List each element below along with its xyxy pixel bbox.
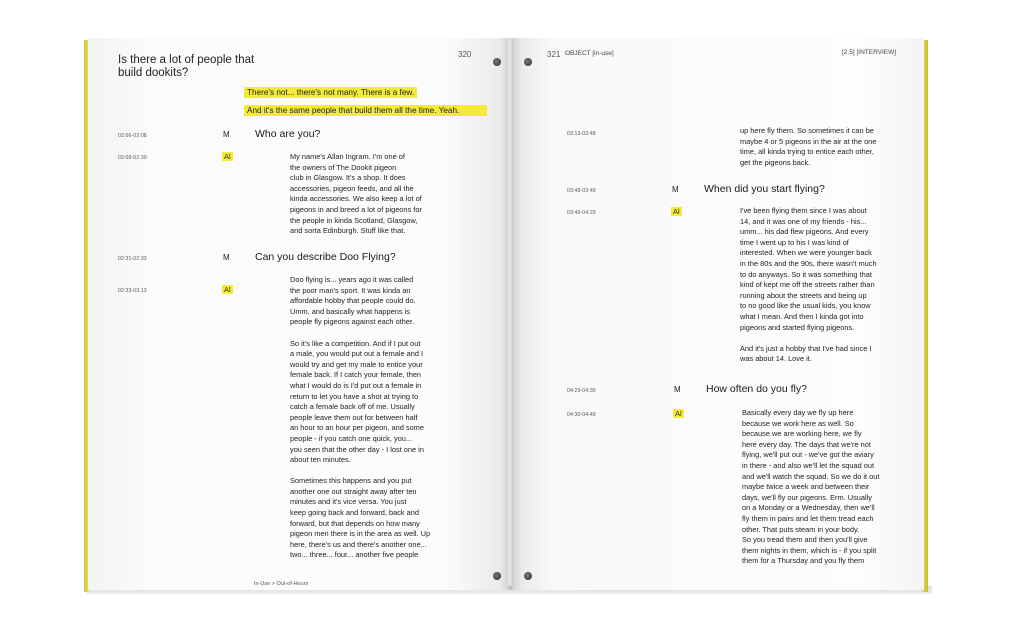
timestamp: 03:49-04:29 (567, 210, 596, 216)
page-footer: In-Use > Out-of-Hours (254, 581, 309, 587)
highlight-line-1: There's not... there's not many. There is a few. (244, 87, 417, 98)
binding-hole (524, 58, 532, 66)
top-question: Is there a lot of people that build dookits? (118, 54, 255, 79)
timestamp: 02:31-02:33 (118, 256, 147, 262)
speaker-label: M (223, 130, 230, 139)
speaker-label: M (223, 253, 230, 262)
interview-answer: My name's Allan Ingram. I'm one of the owners of The Dookit pigeon club in Glasgow. It's a shop. It does accessories, pigeon feeds, and all the kinda accessories. We also keep a lot of pigeons in and breed a lot of pigeons for the people in kinda Scotland, Glasgow, and sorta Edinburgh. Stuff like that. (290, 152, 422, 236)
speaker-label: Al (224, 285, 231, 294)
speaker-label: M (674, 385, 681, 394)
section-label: [2.5] [INTERVIEW] (842, 49, 897, 56)
speaker-label: M (672, 185, 679, 194)
binding-hole (524, 572, 532, 580)
interview-question: Who are you? (255, 128, 321, 140)
right-page (512, 38, 924, 590)
section-title: OBJECT [in-use] (565, 50, 614, 57)
highlighted-answer (244, 82, 487, 118)
show-through-text (627, 126, 747, 286)
interview-question: How often do you fly? (706, 383, 807, 395)
right-page-number: 321 (547, 50, 561, 59)
interview-answer: up here fly them. So sometimes it can be maybe 4 or 5 pigeons in the air at the one time, all kinda trying to entice each other, get the pigeons back. (740, 126, 877, 167)
timestamp: 04:29-04:30 (567, 388, 596, 394)
timestamp: 02:09-02:30 (118, 155, 147, 161)
speaker-label: Al (675, 409, 682, 418)
left-page-number: 320 (458, 50, 472, 59)
speaker-label: Al (673, 207, 680, 216)
interview-answer: Basically every day we fly up here because we work here as well. So because we are working here, we fly here every day. The days that we're not flying, we'll put out - we've got the aviary in there - and also we'll let the squad out and we'll watch the squad. So we do it out maybe twice a week and between their days, we'll fly our pigeons. Erm. Usually on a Monday or a Wednesday, then we'll fly them in pairs and let them tread each other. That puts steam in your body. So you tread them and then you'll give them nights in them, which is - if you split them for a Thursday and you fly them (742, 408, 880, 566)
interview-answer: I've been flying them since I was about 14, and it was one of my friends - his... umm... his dad flew pigeons. And every time I went up to his I was kind of interested. When we were younger back in the 80s and the 90s, there wasn't much to do anyways. So it was something that kind of kept me off the streets rather than running about the streets and being up to no good like the usual kids, you know what I mean. And then I kinda got into pigeons and started flying pigeons. And it's just a hobby that I've had since I was about 14. Love it. (740, 206, 877, 364)
timestamp: 04:30-04:49 (567, 412, 596, 418)
timestamp: 03:48-03:49 (567, 188, 596, 194)
interview-question: When did you start flying? (704, 183, 825, 195)
interview-question: Can you describe Doo Flying? (255, 251, 396, 263)
timestamp: 03:13-03:48 (567, 131, 596, 137)
speaker-label: Al (224, 152, 231, 161)
book-gutter-shadow (500, 38, 522, 590)
left-page (88, 38, 508, 590)
timestamp: 02:33-03:13 (118, 288, 147, 294)
interview-answer: Doo flying is... years ago it was called the poor man's sport. It was kinda an affordable hobby that people could do. Umm, and basically what happens is people fly pigeons against each other. So it's like a competition. And if I put out a male, you would put out a female and I would try and get my male to entice your female back. If I catch your female, then what I would do is I'd put out a female in return to let you have a shot at trying to catch a female back off of me. Usually people leave them out for between half an hour to an hour per pigeon, and some people - if you catch one quick, you... you seen that the other day - I lost one in about ten minutes. Sometimes this happens and you put another one out straight away after ten minutes and it's vice versa. You just keep going back and forward, back and forward, but that depends on how many pigeon men there is in the area as well. Up here, there's us and there's another one... two... three... four... another five people (290, 275, 431, 560)
timestamp: 02:06-02:08 (118, 133, 147, 139)
highlight-line-2: And it's the same people that build them all the time. Yeah. (244, 105, 487, 116)
